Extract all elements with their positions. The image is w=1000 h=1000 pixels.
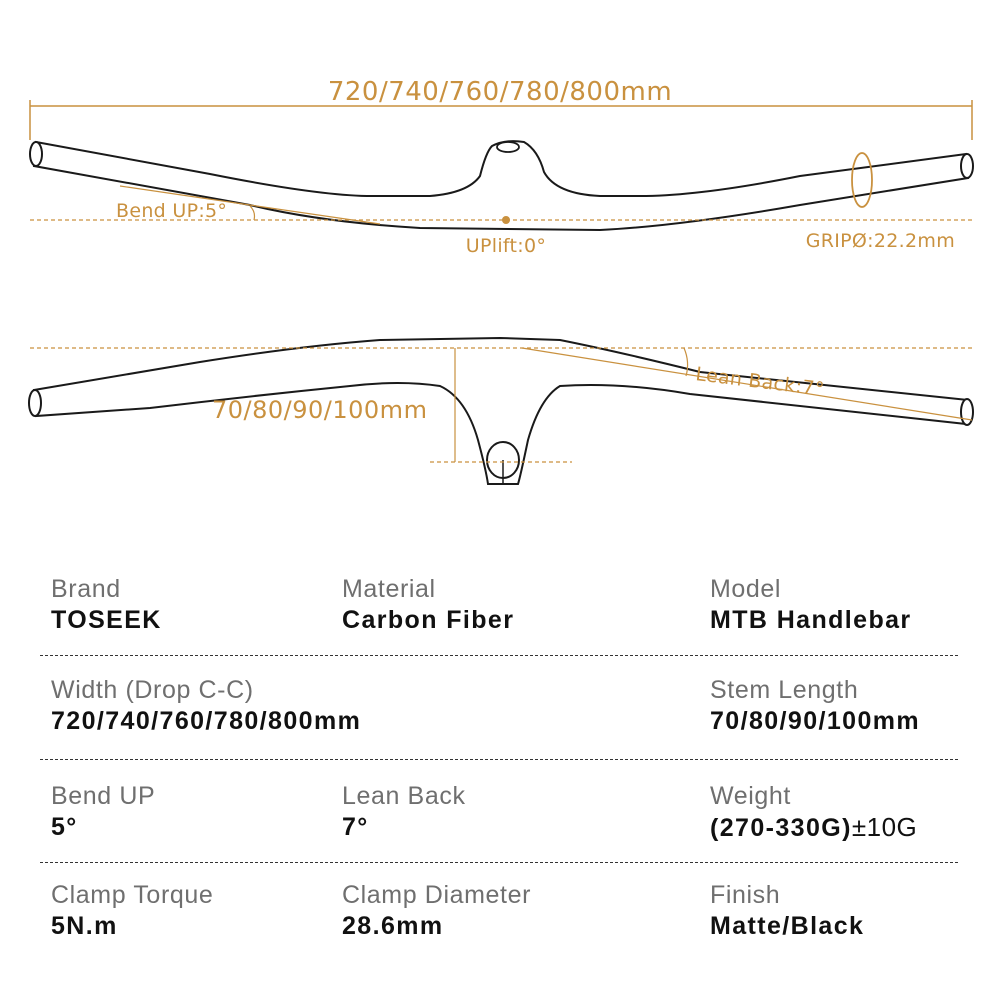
- grip-label: GRIPØ:22.2mm: [805, 230, 955, 252]
- spec-brand: [51, 575, 162, 634]
- spec-clamp-diameter: [342, 881, 531, 940]
- spec-stem-length: [710, 676, 920, 735]
- spec-label: Clamp Diameter: [342, 881, 532, 909]
- spec-value: 5°: [51, 813, 78, 841]
- spec-value: 7°: [342, 813, 369, 841]
- row-divider: [40, 862, 958, 863]
- spec-label: Material: [342, 575, 436, 603]
- weight-tolerance: ±10G: [851, 812, 918, 842]
- spec-material: [342, 575, 514, 634]
- spec-label: Width (Drop C-C): [51, 676, 254, 704]
- spec-value: Carbon Fiber: [342, 606, 515, 634]
- spec-label: Bend UP: [51, 782, 156, 810]
- row-divider: [40, 759, 958, 760]
- spec-weight: [710, 782, 917, 842]
- spec-finish: [710, 881, 864, 940]
- stem-length-label: 70/80/90/100mm: [212, 396, 428, 424]
- spec-label: Brand: [51, 575, 121, 603]
- spec-label: Model: [710, 575, 782, 603]
- spec-value: TOSEEK: [51, 606, 162, 634]
- bend-up-label: Bend UP:5°: [116, 200, 228, 222]
- spec-label: Lean Back: [342, 782, 466, 810]
- spec-label: Finish: [710, 881, 781, 909]
- width-dimension-label: 720/740/760/780/800mm: [327, 77, 673, 107]
- spec-value: 70/80/90/100mm: [710, 707, 921, 735]
- spec-model: [710, 575, 912, 634]
- row-divider: [40, 655, 958, 656]
- spec-lean-back: [342, 782, 466, 841]
- spec-value: MTB Handlebar: [710, 606, 912, 634]
- spec-value: Matte/Black: [710, 912, 865, 940]
- lean-back-label: Lean Back:7°: [694, 363, 826, 401]
- spec-value: [710, 813, 917, 842]
- spec-label: Clamp Torque: [51, 881, 214, 909]
- spec-value: 28.6mm: [342, 912, 444, 940]
- spec-label: Weight: [710, 782, 791, 810]
- spec-value: 720/740/760/780/800mm: [51, 707, 362, 735]
- spec-clamp-torque: [51, 881, 213, 940]
- uplift-label: UPlift:0°: [465, 235, 547, 257]
- spec-width: [51, 676, 361, 735]
- weight-range: (270-330G): [710, 814, 852, 842]
- spec-label: Stem Length: [710, 676, 859, 704]
- spec-bend-up: [51, 782, 155, 841]
- spec-value: 5N.m: [51, 912, 118, 940]
